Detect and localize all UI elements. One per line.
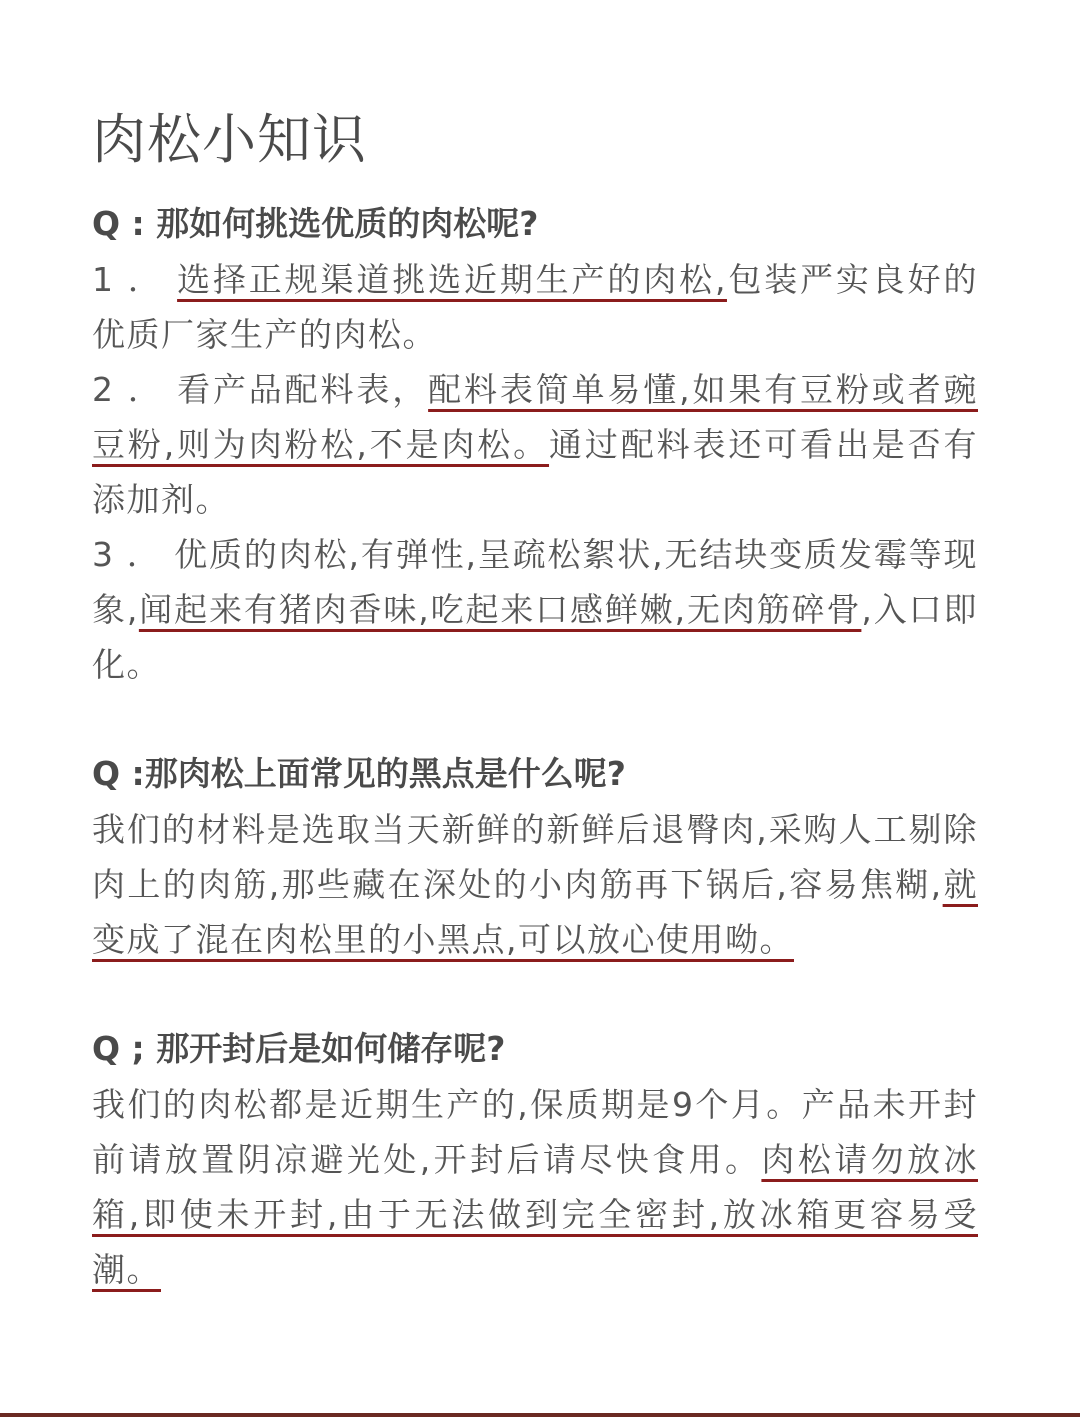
plain-text: 我们的肉松都是近期生产的,保质期是9个月。产品未开封前请放置阴凉避光处,开封后请尽快食用。 xyxy=(92,1085,978,1179)
bottom-divider xyxy=(0,1413,1080,1417)
item-number: 2 ． xyxy=(92,370,164,409)
answer-item xyxy=(92,527,978,692)
qa-section xyxy=(92,198,978,692)
plain-text: 包装严实良好的优质厂家生产的肉松。 xyxy=(92,260,978,354)
article xyxy=(92,100,978,1353)
underlined-text: 就变成了混在肉松里的小黑点,可以放心使用呦。 xyxy=(92,865,978,959)
plain-text: 看产品配料表， xyxy=(177,370,429,409)
underlined-text: 选择正规渠道挑选近期生产的肉松, xyxy=(177,260,727,299)
plain-text: 通过配料表还可看出是否有添加剂。 xyxy=(92,425,978,519)
plain-text: ,入口即化。 xyxy=(92,590,978,684)
plain-text: 优质的肉松,有弹性,呈疏松絮状,无结块变质发霉等现象, xyxy=(92,535,978,629)
question-heading: Q ; 那开封后是如何储存呢? xyxy=(92,1029,506,1068)
item-number: 3 ． xyxy=(92,535,162,574)
qa-section xyxy=(92,1023,978,1297)
question-heading: Q : 那如何挑选优质的肉松呢? xyxy=(92,204,539,243)
answer-text xyxy=(92,1077,978,1297)
underlined-text: 配料表简单易懂,如果有豆粉或者豌豆粉,则为肉粉松,不是肉松。 xyxy=(92,370,978,464)
answer-text xyxy=(92,802,978,967)
answer-item xyxy=(92,362,978,527)
underlined-text: 肉松请勿放冰箱,即使未开封,由于无法做到完全密封,放冰箱更容易受潮。 xyxy=(92,1140,978,1289)
question-heading: Q :那肉松上面常见的黑点是什么呢? xyxy=(92,754,626,793)
qa-section xyxy=(92,748,978,967)
plain-text: 我们的材料是选取当天新鲜的新鲜后退臀肉,采购人工剔除肉上的肉筋,那些藏在深处的小肉筋再下锅后,容易焦糊, xyxy=(92,810,978,904)
underlined-text: 闻起来有猪肉香味,吃起来口感鲜嫩,无肉筋碎骨 xyxy=(138,590,862,629)
item-number: 1 ． xyxy=(92,260,164,299)
page-title: 肉松小知识 xyxy=(92,108,367,171)
answer-item xyxy=(92,252,978,362)
